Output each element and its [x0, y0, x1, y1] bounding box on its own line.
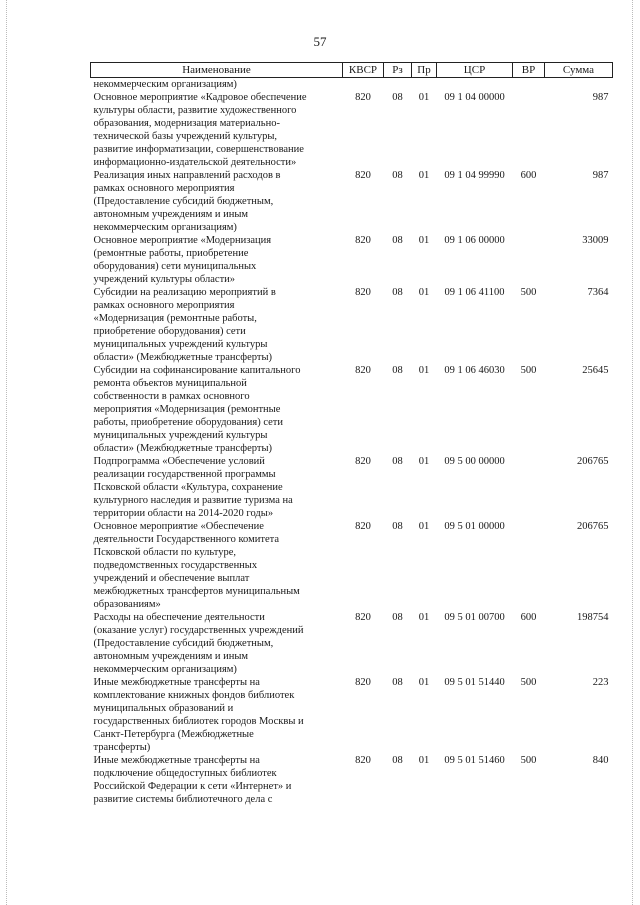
row-rz: 08 [392, 365, 403, 376]
budget-table [90, 62, 613, 806]
row-name [91, 169, 343, 234]
row-rz: 08 [392, 677, 403, 688]
left-margin-dots [6, 0, 8, 905]
row-name-line: рамках основного мероприятия [93, 300, 235, 311]
row-name-line: рамках основного мероприятия [93, 183, 235, 194]
row-name-line: технической базы учреждений культуры, [93, 131, 278, 142]
row-kvsr: 820 [355, 92, 371, 103]
table-row [91, 754, 613, 806]
header-pr: Пр [412, 63, 437, 78]
row-name-line: культуры области, развитие художественного [93, 105, 297, 116]
row-name-line: учреждений и обеспечение выплат [93, 573, 250, 584]
header-kvsr: КВСР [343, 63, 384, 78]
row-name [91, 520, 343, 611]
table-row [91, 455, 613, 520]
row-name-line: некоммерческим организациям) [93, 222, 237, 233]
row-sum: 206765 [577, 521, 609, 532]
row-name-line: Основное мероприятие «Обеспечение [93, 521, 264, 532]
row-csr: 09 5 01 00700 [444, 612, 505, 623]
row-name-line: Российской Федерации к сети «Интернет» и [93, 781, 292, 792]
row-name-line: Иные межбюджетные трансферты на [93, 755, 260, 766]
row-name [91, 455, 343, 520]
continuation-text: некоммерческим организациям) [93, 79, 237, 90]
right-margin-dots [632, 0, 634, 905]
row-name-line: развитие системы библиотечного дела с [93, 794, 273, 805]
row-vr: 500 [520, 677, 537, 688]
row-name-line: Реализация иных направлений расходов в [93, 170, 281, 181]
row-kvsr: 820 [355, 170, 371, 181]
header-name: Наименование [91, 63, 343, 78]
row-name-line: межбюджетных трансфертов муниципальным [93, 586, 300, 597]
row-csr: 09 5 01 51460 [444, 755, 505, 766]
row-name-line: подведомственных государственных [93, 560, 258, 571]
row-csr: 09 1 06 00000 [444, 235, 505, 246]
row-name-line: территории области на 2014-2020 годы» [93, 508, 274, 519]
table-row [91, 611, 613, 676]
page-number: 57 [313, 34, 327, 49]
header-vr: ВР [513, 63, 545, 78]
row-name-line: Субсидии на софинансирование капитального [93, 365, 301, 376]
row-kvsr: 820 [355, 612, 371, 623]
row-sum: 7364 [587, 287, 609, 298]
row-name [91, 676, 343, 754]
table-header-row [91, 63, 613, 78]
row-name-line: подключение общедоступных библиотек [93, 768, 277, 779]
row-rz: 08 [392, 521, 403, 532]
row-name-line: собственности в рамках основного [93, 391, 250, 402]
row-name-line: муниципальных учреждений культуры [93, 339, 268, 350]
row-kvsr: 820 [355, 287, 371, 298]
row-rz: 08 [392, 612, 403, 623]
row-kvsr: 820 [355, 235, 371, 246]
row-name-line: информационно-издательской деятельности» [93, 157, 297, 168]
header-csr: ЦСР [437, 63, 513, 78]
row-rz: 08 [392, 235, 403, 246]
row-pr: 01 [418, 612, 430, 623]
row-sum: 25645 [582, 365, 609, 376]
row-sum: 223 [592, 677, 609, 688]
row-csr: 09 5 01 00000 [444, 521, 505, 532]
row-pr: 01 [418, 456, 430, 467]
header-rz: Рз [384, 63, 412, 78]
row-name-line: Субсидии на реализацию мероприятий в [93, 287, 276, 298]
row-pr: 01 [418, 235, 430, 246]
table-row [91, 364, 613, 455]
row-name-line: области» (Межбюджетные трансферты) [93, 443, 273, 454]
row-vr: 500 [520, 365, 537, 376]
row-pr: 01 [418, 170, 430, 181]
row-vr: 500 [520, 287, 537, 298]
row-csr: 09 5 01 51440 [444, 677, 505, 688]
row-name-line: деятельности Государственного комитета [93, 534, 279, 545]
row-name-line: Санкт-Петербурга (Межбюджетные [93, 729, 254, 740]
row-kvsr: 820 [355, 677, 371, 688]
row-name-line: образованиям» [93, 599, 161, 610]
header-sum: Сумма [545, 63, 613, 78]
row-rz: 08 [392, 755, 403, 766]
row-sum: 206765 [577, 456, 609, 467]
row-csr: 09 1 06 46030 [444, 365, 505, 376]
row-vr [513, 520, 545, 611]
row-name-line: развитие информатизации, совершенствование [93, 144, 304, 155]
table-row [91, 520, 613, 611]
row-csr: 09 1 04 99990 [444, 170, 505, 181]
row-name-line: (Предоставление субсидий бюджетным, [93, 196, 274, 207]
table-row [91, 91, 613, 169]
row-name-line: ремонта объектов муниципальной [93, 378, 247, 389]
row-rz: 08 [392, 170, 403, 181]
row-name-line: (Предоставление субсидий бюджетным, [93, 638, 274, 649]
row-name-line: области» (Межбюджетные трансферты) [93, 352, 273, 363]
row-rz: 08 [392, 92, 403, 103]
table-row [91, 234, 613, 286]
row-sum: 987 [592, 170, 609, 181]
row-name-line: работы, приобретение оборудования) сети [93, 417, 283, 428]
row-rz: 08 [392, 287, 403, 298]
row-name-line: учреждений культуры области» [93, 274, 236, 285]
row-name-line: «Модернизация (ремонтные работы, [93, 313, 257, 324]
row-name-line: (оказание услуг) государственных учреждений [93, 625, 304, 636]
row-name-line: Псковской области «Культура, сохранение [93, 482, 283, 493]
row-name-line: муниципальных образований и [93, 703, 234, 714]
row-name [91, 234, 343, 286]
row-csr: 09 5 00 00000 [444, 456, 505, 467]
row-name [91, 91, 343, 169]
row-pr: 01 [418, 755, 430, 766]
row-name-line: Основное мероприятие «Кадровое обеспечение [93, 92, 307, 103]
row-name [91, 286, 343, 364]
row-sum: 33009 [582, 235, 609, 246]
row-name [91, 364, 343, 455]
row-pr: 01 [418, 521, 430, 532]
row-name-line: приобретение оборудования) сети [93, 326, 246, 337]
row-name [91, 754, 343, 806]
row-kvsr: 820 [355, 755, 371, 766]
row-name-line: Расходы на обеспечение деятельности [93, 612, 265, 623]
row-sum: 198754 [577, 612, 609, 623]
row-name [91, 611, 343, 676]
row-name-line: образования, модернизация материально- [93, 118, 280, 129]
row-vr: 500 [520, 755, 537, 766]
row-vr [513, 91, 545, 169]
row-sum: 840 [592, 755, 609, 766]
row-name-line: Иные межбюджетные трансферты на [93, 677, 260, 688]
row-vr [513, 234, 545, 286]
row-name-line: (ремонтные работы, приобретение [93, 248, 249, 259]
row-pr: 01 [418, 677, 430, 688]
row-name-line: оборудования) сети муниципальных [93, 261, 257, 272]
row-name-line: реализации государственной программы [93, 469, 276, 480]
row-name-line: культурного наследия и развитие туризма на [93, 495, 293, 506]
row-vr [513, 455, 545, 520]
table-row [91, 676, 613, 754]
row-vr: 600 [520, 170, 537, 181]
row-name-line: автономным учреждениям и иным [93, 209, 249, 220]
row-name-line: государственных библиотек городов Москвы и [93, 716, 304, 727]
row-kvsr: 820 [355, 456, 371, 467]
row-kvsr: 820 [355, 521, 371, 532]
row-name-line: муниципальных учреждений культуры [93, 430, 268, 441]
table-row [91, 169, 613, 234]
row-name-line: комплектование книжных фондов библиотек [93, 690, 295, 701]
row-name-line: Основное мероприятие «Модернизация [93, 235, 272, 246]
row-kvsr: 820 [355, 365, 371, 376]
row-name-line: Псковской области по культуре, [93, 547, 237, 558]
row-pr: 01 [418, 287, 430, 298]
row-vr: 600 [520, 612, 537, 623]
row-rz: 08 [392, 456, 403, 467]
table-row [91, 286, 613, 364]
row-name-line: мероприятия «Модернизация (ремонтные [93, 404, 281, 415]
row-csr: 09 1 06 41100 [444, 287, 505, 298]
table-row-continuation [91, 78, 613, 92]
row-name-line: трансферты) [93, 742, 151, 753]
row-pr: 01 [418, 365, 430, 376]
row-pr: 01 [418, 92, 430, 103]
row-csr: 09 1 04 00000 [444, 92, 505, 103]
row-name-line: автономным учреждениям и иным [93, 651, 249, 662]
row-sum: 987 [592, 92, 609, 103]
row-name-line: Подпрограмма «Обеспечение условий [93, 456, 265, 467]
row-name-line: некоммерческим организациям) [93, 664, 237, 675]
